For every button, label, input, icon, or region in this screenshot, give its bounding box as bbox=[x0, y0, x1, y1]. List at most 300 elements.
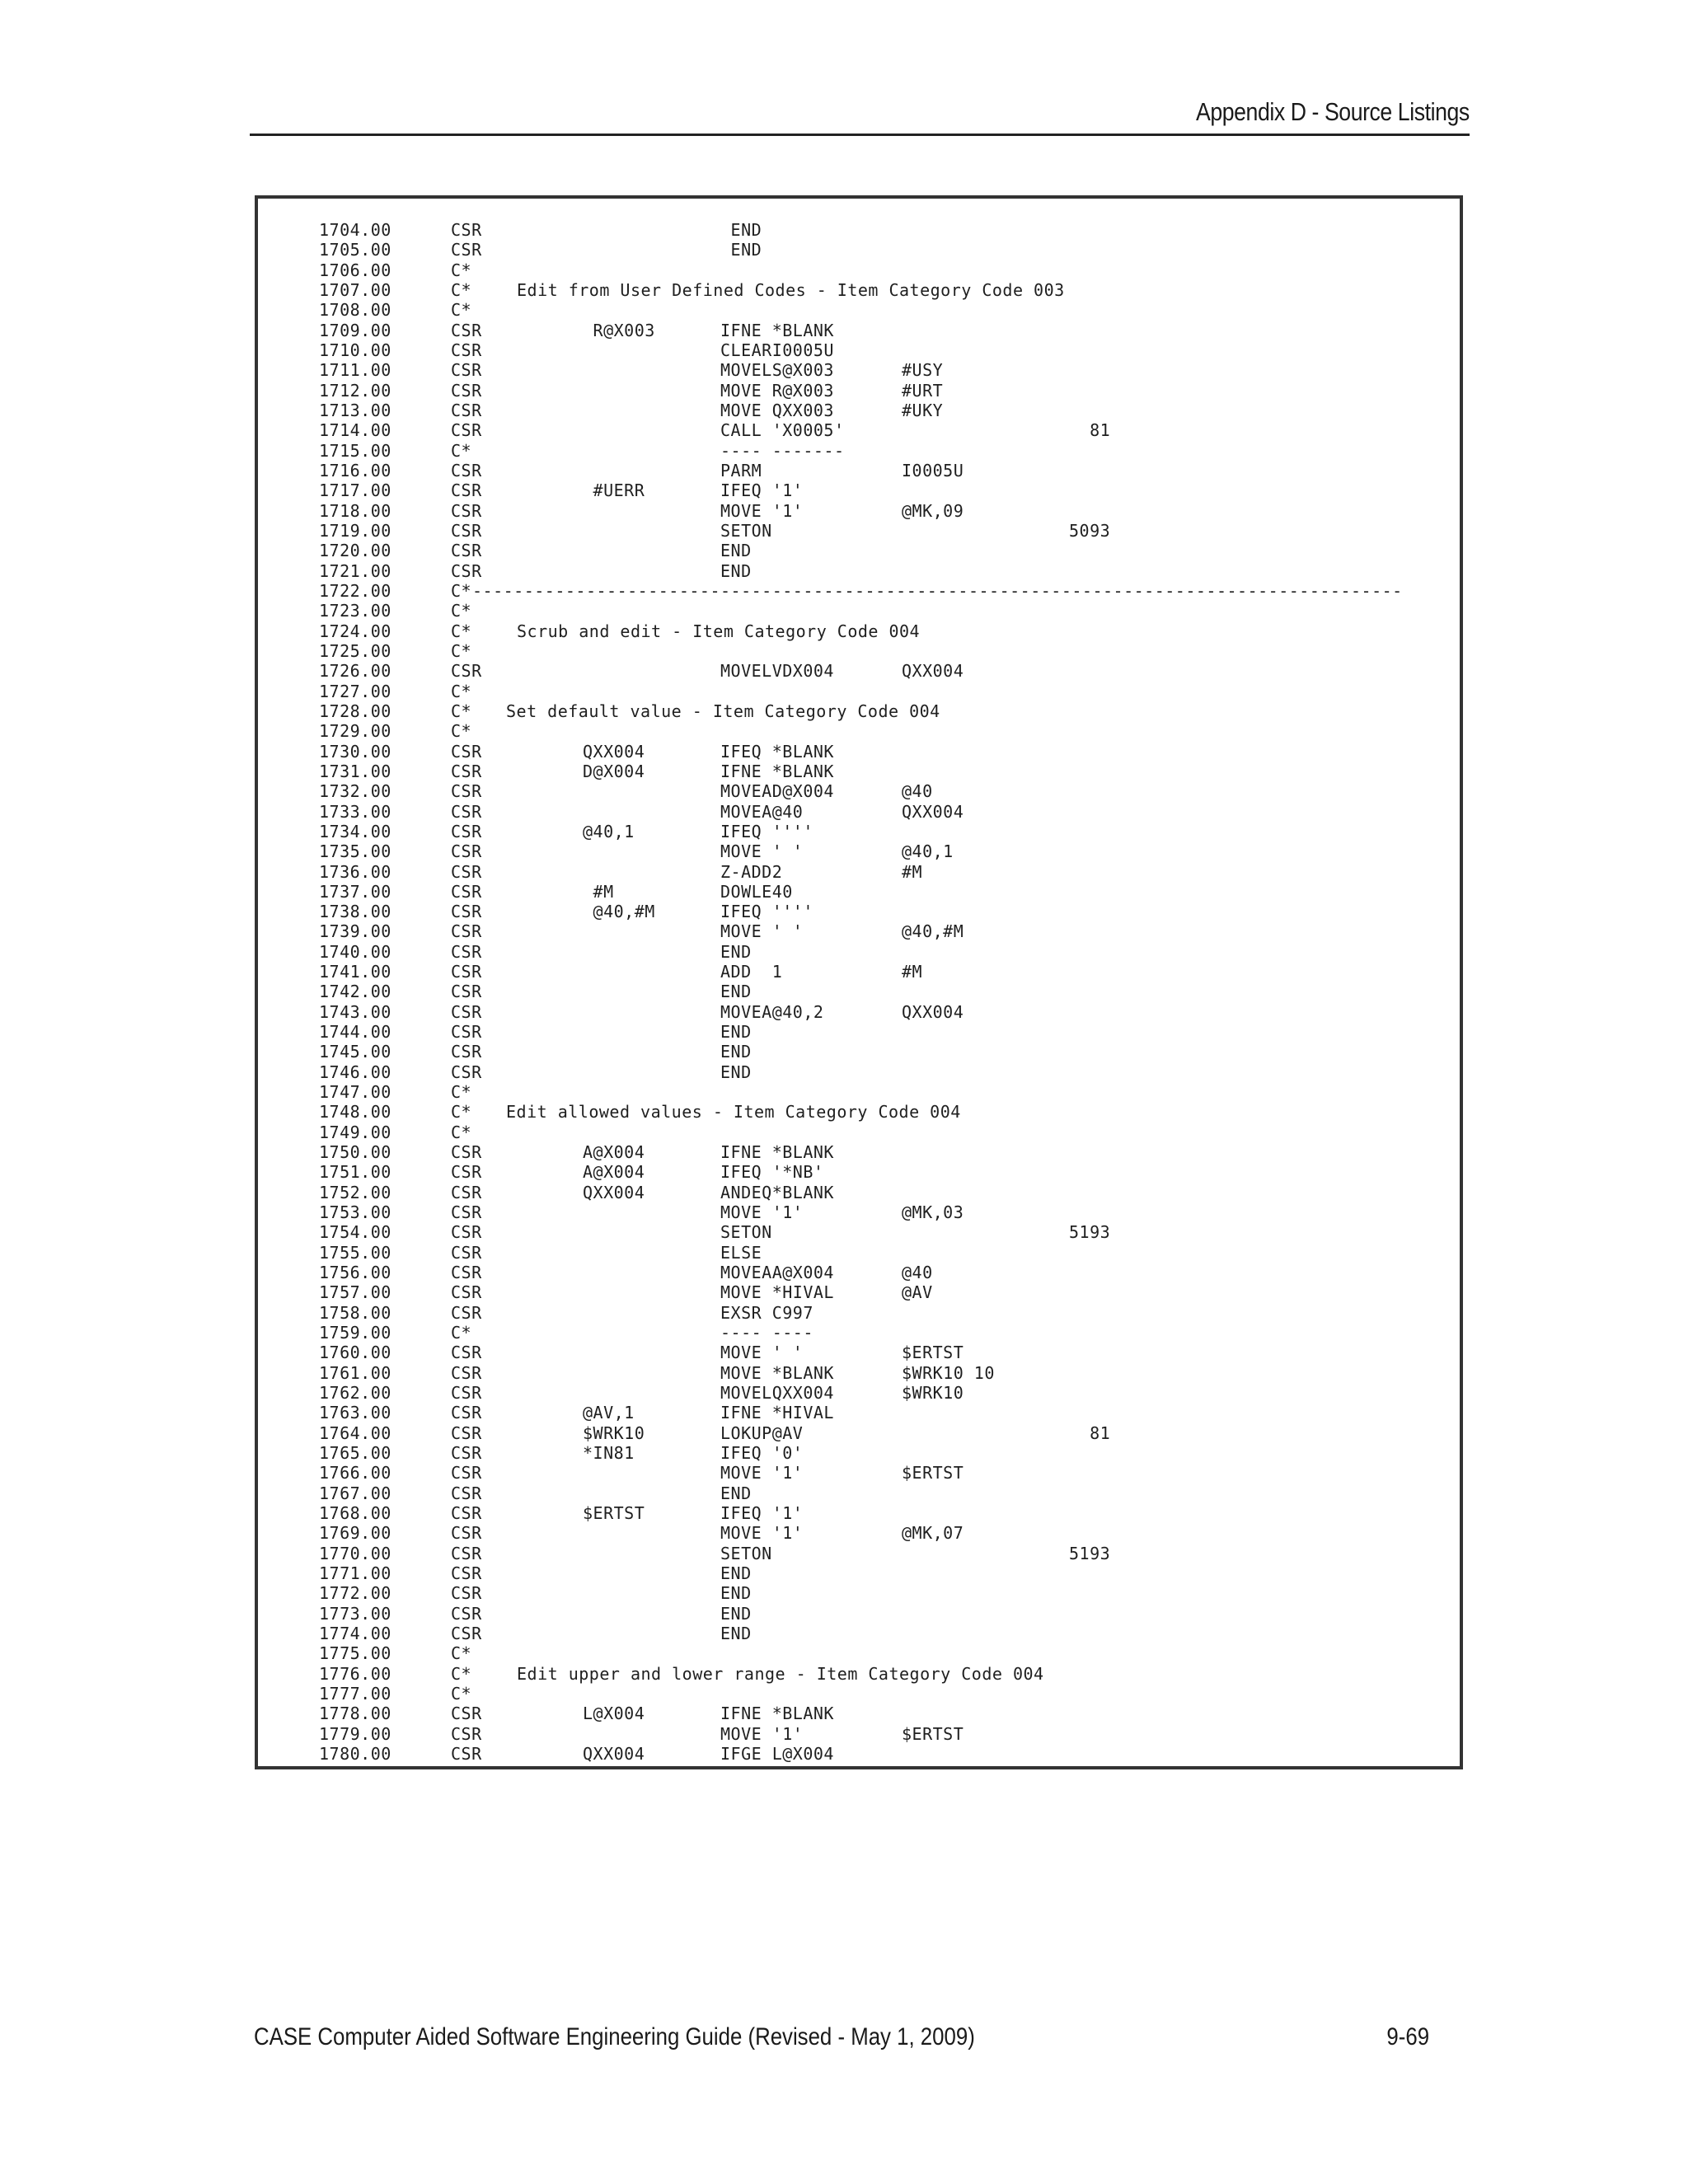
line-number: 1745.00 bbox=[319, 1042, 392, 1062]
operation: DOWLE40 bbox=[720, 881, 793, 902]
operation: MOVEAA@X004 bbox=[720, 1263, 834, 1283]
indicators: 81 bbox=[1069, 1422, 1111, 1443]
spec-type: CSR bbox=[451, 220, 482, 240]
line-number: 1733.00 bbox=[319, 801, 392, 822]
listing-line bbox=[319, 1303, 1448, 1323]
operation: END bbox=[720, 1583, 752, 1604]
operation: MOVE *BLANK bbox=[720, 1362, 834, 1383]
line-number: 1720.00 bbox=[319, 541, 392, 561]
listing-line bbox=[319, 420, 1448, 440]
line-number: 1751.00 bbox=[319, 1162, 392, 1183]
listing-line bbox=[319, 360, 1448, 380]
factor-1: L@X004 bbox=[583, 1704, 645, 1724]
listing-line bbox=[319, 321, 1448, 340]
operation: MOVE '1' bbox=[720, 1723, 804, 1744]
line-number: 1710.00 bbox=[319, 340, 392, 360]
line-number: 1717.00 bbox=[319, 480, 392, 501]
line-number: 1716.00 bbox=[319, 460, 392, 480]
line-number: 1718.00 bbox=[319, 500, 392, 521]
spec-type: CSR bbox=[451, 1583, 482, 1604]
spec-type: CSR bbox=[451, 560, 482, 581]
listing-line bbox=[319, 862, 1448, 882]
line-number: 1721.00 bbox=[319, 560, 392, 581]
page-footer bbox=[254, 2023, 1429, 2056]
spec-type: CSR bbox=[451, 781, 482, 802]
factor-2-result: @MK,09 bbox=[902, 500, 964, 521]
spec-type: CSR bbox=[451, 1302, 482, 1323]
operation: IFEQ *BLANK bbox=[720, 741, 834, 762]
spec-type: CSR bbox=[451, 320, 482, 340]
listing-line bbox=[319, 1142, 1448, 1162]
factor-2-result: $ERTST bbox=[902, 1343, 964, 1363]
listing-line bbox=[319, 1704, 1448, 1723]
spec-type: CSR bbox=[451, 1343, 482, 1363]
spec-type: C* bbox=[451, 279, 472, 300]
spec-type: CSR bbox=[451, 240, 482, 260]
line-number: 1708.00 bbox=[319, 300, 392, 321]
operation: MOVE *HIVAL bbox=[720, 1282, 834, 1303]
operation: CALL 'X0005' bbox=[720, 420, 845, 441]
listing-line bbox=[319, 480, 1448, 500]
line-number: 1737.00 bbox=[319, 881, 392, 902]
listing-line bbox=[319, 882, 1448, 902]
line-number: 1774.00 bbox=[319, 1623, 392, 1643]
spec-type: CSR bbox=[451, 360, 482, 381]
operation: MOVE R@X003 bbox=[720, 380, 834, 401]
spec-type: CSR bbox=[451, 340, 482, 360]
listing-line bbox=[319, 1604, 1448, 1624]
factor-2-result: QXX004 bbox=[902, 661, 964, 682]
spec-type: CSR bbox=[451, 1062, 482, 1082]
listing-line bbox=[319, 841, 1448, 861]
line-number: 1747.00 bbox=[319, 1082, 392, 1103]
line-number: 1772.00 bbox=[319, 1583, 392, 1604]
listing-line bbox=[319, 1624, 1448, 1643]
factor-2-result: #URT bbox=[902, 380, 944, 401]
spec-type: CSR bbox=[451, 1523, 482, 1544]
operation: Z-ADD2 bbox=[720, 861, 783, 882]
listing-line bbox=[319, 1443, 1448, 1463]
line-number: 1741.00 bbox=[319, 962, 392, 982]
listing-line bbox=[319, 1002, 1448, 1022]
line-number: 1740.00 bbox=[319, 941, 392, 962]
spec-type: CSR bbox=[451, 380, 482, 401]
operation: CLEARI0005U bbox=[720, 340, 834, 360]
factor-2-result: $WRK10 bbox=[902, 1383, 964, 1404]
line-number: 1769.00 bbox=[319, 1523, 392, 1544]
spec-type: CSR bbox=[451, 500, 482, 521]
spec-type: C* bbox=[451, 1122, 472, 1142]
spec-type: C* bbox=[451, 721, 472, 742]
operation: IFEQ '''' bbox=[720, 902, 814, 922]
factor-1: A@X004 bbox=[583, 1142, 645, 1163]
comment-text: Edit upper and lower range - Item Category Code 004 bbox=[517, 1663, 1044, 1684]
comment-text: Edit allowed values - Item Category Code 004 bbox=[506, 1102, 961, 1122]
line-number: 1730.00 bbox=[319, 741, 392, 762]
line-number: 1735.00 bbox=[319, 841, 392, 862]
source-listing bbox=[319, 220, 1448, 1764]
listing-line bbox=[319, 1483, 1448, 1503]
factor-2-result: #UKY bbox=[902, 400, 944, 420]
factor-2-result: @AV bbox=[902, 1282, 933, 1303]
indicators: 81 bbox=[1069, 420, 1111, 441]
listing-line bbox=[319, 1202, 1448, 1222]
operation: END bbox=[720, 1483, 752, 1503]
spec-type: CSR bbox=[451, 1563, 482, 1583]
comment-text: ------------------------------------------------------------------------------------------ bbox=[472, 580, 1403, 601]
spec-type: CSR bbox=[451, 1242, 482, 1263]
spec-type: CSR bbox=[451, 881, 482, 902]
line-number: 1715.00 bbox=[319, 440, 392, 461]
spec-type: CSR bbox=[451, 1443, 482, 1464]
operation: IFEQ '''' bbox=[720, 821, 814, 841]
indicators: 5193 bbox=[1069, 1222, 1111, 1243]
spec-type: CSR bbox=[451, 1422, 482, 1443]
spec-type: C* bbox=[451, 1102, 472, 1122]
spec-type: CSR bbox=[451, 921, 482, 942]
line-number: 1779.00 bbox=[319, 1723, 392, 1744]
listing-line bbox=[319, 1643, 1448, 1663]
line-number: 1757.00 bbox=[319, 1282, 392, 1303]
factor-2-result: @40 bbox=[902, 1263, 933, 1283]
spec-type: CSR bbox=[451, 1383, 482, 1404]
listing-line bbox=[319, 1684, 1448, 1704]
line-number: 1761.00 bbox=[319, 1362, 392, 1383]
spec-type: CSR bbox=[451, 1222, 482, 1243]
operation: END bbox=[720, 1042, 752, 1062]
line-number: 1738.00 bbox=[319, 902, 392, 922]
spec-type: CSR bbox=[451, 661, 482, 682]
line-number: 1711.00 bbox=[319, 360, 392, 381]
listing-line bbox=[319, 561, 1448, 581]
operation: END bbox=[720, 1623, 752, 1643]
listing-line bbox=[319, 1062, 1448, 1082]
operation: MOVE QXX003 bbox=[720, 400, 834, 420]
listing-line bbox=[319, 921, 1448, 941]
listing-line bbox=[319, 1423, 1448, 1443]
operation: END bbox=[720, 1603, 752, 1624]
factor-2-result: #M bbox=[902, 962, 923, 982]
line-number: 1777.00 bbox=[319, 1683, 392, 1704]
listing-line bbox=[319, 701, 1448, 721]
factor-2-result: #USY bbox=[902, 360, 944, 381]
factor-1: @40,#M bbox=[583, 902, 655, 922]
listing-line bbox=[319, 1282, 1448, 1302]
listing-line bbox=[319, 962, 1448, 982]
listing-line bbox=[319, 742, 1448, 762]
listing-line bbox=[319, 381, 1448, 401]
line-number: 1744.00 bbox=[319, 1022, 392, 1043]
factor-1: #M bbox=[583, 881, 614, 902]
operation: IFGE L@X004 bbox=[720, 1743, 834, 1764]
line-number: 1767.00 bbox=[319, 1483, 392, 1503]
line-number: 1754.00 bbox=[319, 1222, 392, 1243]
operation: END bbox=[720, 982, 752, 1002]
factor-1: #UERR bbox=[583, 480, 645, 501]
line-number: 1780.00 bbox=[319, 1743, 392, 1764]
comment-text: Scrub and edit - Item Category Code 004 bbox=[517, 621, 921, 641]
listing-line bbox=[319, 1744, 1448, 1764]
comment-text: Set default value - Item Category Code 004 bbox=[506, 701, 940, 721]
line-number: 1746.00 bbox=[319, 1062, 392, 1082]
spec-type: CSR bbox=[451, 962, 482, 982]
line-number: 1722.00 bbox=[319, 580, 392, 601]
factor-1: D@X004 bbox=[583, 761, 645, 781]
page-number: 9-69 bbox=[1386, 2023, 1429, 2050]
comment-text: Edit from User Defined Codes - Item Category Code 003 bbox=[517, 279, 1065, 300]
listing-line bbox=[319, 521, 1448, 541]
line-number: 1778.00 bbox=[319, 1704, 392, 1724]
listing-line bbox=[319, 461, 1448, 480]
line-number: 1749.00 bbox=[319, 1122, 392, 1142]
factor-2-result: QXX004 bbox=[902, 801, 964, 822]
line-number: 1724.00 bbox=[319, 621, 392, 641]
listing-line bbox=[319, 1363, 1448, 1383]
listing-line bbox=[319, 1243, 1448, 1263]
spec-type: CSR bbox=[451, 1723, 482, 1744]
line-number: 1719.00 bbox=[319, 520, 392, 541]
line-number: 1765.00 bbox=[319, 1443, 392, 1464]
operation: ---- ---- bbox=[720, 1323, 814, 1343]
line-number: 1775.00 bbox=[319, 1643, 392, 1664]
line-number: 1742.00 bbox=[319, 982, 392, 1002]
spec-type: CSR bbox=[451, 400, 482, 420]
source-listing-box bbox=[255, 195, 1463, 1769]
spec-type: CSR bbox=[451, 1704, 482, 1724]
line-number: 1753.00 bbox=[319, 1202, 392, 1223]
spec-type: CSR bbox=[451, 1263, 482, 1283]
factor-2-result: @MK,07 bbox=[902, 1523, 964, 1544]
operation: MOVE ' ' bbox=[720, 1343, 804, 1363]
listing-line bbox=[319, 501, 1448, 521]
line-number: 1756.00 bbox=[319, 1263, 392, 1283]
operation: MOVELQXX004 bbox=[720, 1383, 834, 1404]
line-number: 1712.00 bbox=[319, 380, 392, 401]
listing-line bbox=[319, 942, 1448, 962]
operation: MOVE ' ' bbox=[720, 921, 804, 942]
factor-1: @AV,1 bbox=[583, 1403, 635, 1423]
spec-type: CSR bbox=[451, 902, 482, 922]
factor-1: $WRK10 bbox=[583, 1422, 645, 1443]
line-number: 1764.00 bbox=[319, 1422, 392, 1443]
line-number: 1750.00 bbox=[319, 1142, 392, 1163]
listing-line bbox=[319, 1724, 1448, 1744]
listing-line bbox=[319, 621, 1448, 641]
listing-line bbox=[319, 762, 1448, 781]
listing-line bbox=[319, 441, 1448, 461]
spec-type: C* bbox=[451, 1683, 472, 1704]
operation: IFNE *BLANK bbox=[720, 320, 834, 340]
operation: IFNE *BLANK bbox=[720, 1704, 834, 1724]
spec-type: CSR bbox=[451, 1483, 482, 1503]
spec-type: C* bbox=[451, 440, 472, 461]
line-number: 1726.00 bbox=[319, 661, 392, 682]
listing-line bbox=[319, 1463, 1448, 1483]
spec-type: CSR bbox=[451, 1603, 482, 1624]
line-number: 1752.00 bbox=[319, 1182, 392, 1202]
spec-type: C* bbox=[451, 1323, 472, 1343]
listing-line bbox=[319, 1183, 1448, 1202]
factor-2-result: @40,#M bbox=[902, 921, 964, 942]
spec-type: CSR bbox=[451, 1042, 482, 1062]
operation: ADD 1 bbox=[720, 962, 783, 982]
line-number: 1776.00 bbox=[319, 1663, 392, 1684]
spec-type: CSR bbox=[451, 1743, 482, 1764]
indicators: 5093 bbox=[1069, 520, 1111, 541]
spec-type: C* bbox=[451, 701, 472, 721]
line-number: 1704.00 bbox=[319, 220, 392, 240]
line-number: 1723.00 bbox=[319, 601, 392, 621]
spec-type: CSR bbox=[451, 1282, 482, 1303]
factor-2-result: QXX004 bbox=[902, 1001, 964, 1022]
operation: END bbox=[720, 541, 752, 561]
listing-line bbox=[319, 1323, 1448, 1343]
spec-type: CSR bbox=[451, 821, 482, 841]
operation: END bbox=[720, 1563, 752, 1583]
listing-line bbox=[319, 641, 1448, 661]
line-number: 1709.00 bbox=[319, 320, 392, 340]
listing-line bbox=[319, 260, 1448, 280]
listing-line bbox=[319, 280, 1448, 300]
line-number: 1725.00 bbox=[319, 640, 392, 661]
listing-line bbox=[319, 1122, 1448, 1142]
spec-type: CSR bbox=[451, 1142, 482, 1163]
factor-1: @40,1 bbox=[583, 821, 635, 841]
listing-line bbox=[319, 1523, 1448, 1543]
line-number: 1760.00 bbox=[319, 1343, 392, 1363]
line-number: 1714.00 bbox=[319, 420, 392, 441]
spec-type: C* bbox=[451, 300, 472, 321]
spec-type: CSR bbox=[451, 1362, 482, 1383]
footer-document-title: CASE Computer Aided Software Engineering Guide (Revised - May 1, 2009) bbox=[254, 2023, 975, 2050]
operation: SETON bbox=[720, 1543, 772, 1563]
operation: IFEQ '1' bbox=[720, 480, 804, 501]
operation: SETON bbox=[720, 520, 772, 541]
line-number: 1758.00 bbox=[319, 1302, 392, 1323]
operation: END bbox=[720, 1062, 752, 1082]
line-number: 1755.00 bbox=[319, 1242, 392, 1263]
spec-type: CSR bbox=[451, 1022, 482, 1043]
operation: END bbox=[720, 220, 762, 240]
operation: END bbox=[720, 1022, 752, 1043]
listing-line bbox=[319, 541, 1448, 560]
line-number: 1705.00 bbox=[319, 240, 392, 260]
indicators: 5193 bbox=[1069, 1543, 1111, 1563]
factor-2-result: #M bbox=[902, 861, 923, 882]
listing-line bbox=[319, 1403, 1448, 1422]
spec-type: CSR bbox=[451, 761, 482, 781]
listing-line bbox=[319, 1222, 1448, 1242]
line-number: 1731.00 bbox=[319, 761, 392, 781]
listing-line bbox=[319, 721, 1448, 741]
operation: END bbox=[720, 941, 752, 962]
listing-line bbox=[319, 902, 1448, 921]
spec-type: CSR bbox=[451, 941, 482, 962]
listing-line bbox=[319, 1583, 1448, 1603]
operation: MOVE '1' bbox=[720, 1523, 804, 1544]
line-number: 1736.00 bbox=[319, 861, 392, 882]
line-number: 1732.00 bbox=[319, 781, 392, 802]
factor-2-result: @40 bbox=[902, 781, 933, 802]
listing-line bbox=[319, 1162, 1448, 1182]
listing-line bbox=[319, 401, 1448, 420]
operation: MOVE ' ' bbox=[720, 841, 804, 862]
spec-type: CSR bbox=[451, 1503, 482, 1523]
line-number: 1729.00 bbox=[319, 721, 392, 742]
operation: PARM bbox=[720, 460, 762, 480]
line-number: 1743.00 bbox=[319, 1001, 392, 1022]
factor-1: *IN81 bbox=[583, 1443, 635, 1464]
operation: IFNE *BLANK bbox=[720, 1142, 834, 1163]
listing-line bbox=[319, 601, 1448, 621]
factor-2-result: $ERTST bbox=[902, 1463, 964, 1483]
factor-1: QXX004 bbox=[583, 741, 645, 762]
listing-line bbox=[319, 1664, 1448, 1684]
factor-2-result: @MK,03 bbox=[902, 1202, 964, 1223]
listing-line bbox=[319, 1102, 1448, 1122]
operation: IFEQ '0' bbox=[720, 1443, 804, 1464]
listing-line bbox=[319, 340, 1448, 360]
line-number: 1748.00 bbox=[319, 1102, 392, 1122]
factor-2-result: I0005U bbox=[902, 460, 964, 480]
spec-type: CSR bbox=[451, 1463, 482, 1483]
spec-type: CSR bbox=[451, 1403, 482, 1423]
line-number: 1770.00 bbox=[319, 1543, 392, 1563]
spec-type: CSR bbox=[451, 801, 482, 822]
line-number: 1762.00 bbox=[319, 1383, 392, 1404]
operation: ---- ------- bbox=[720, 440, 845, 461]
factor-1: A@X004 bbox=[583, 1162, 645, 1183]
operation: IFEQ '*NB' bbox=[720, 1162, 824, 1183]
listing-line bbox=[319, 802, 1448, 822]
listing-line bbox=[319, 781, 1448, 801]
operation: LOKUP@AV bbox=[720, 1422, 804, 1443]
listing-line bbox=[319, 1022, 1448, 1042]
line-number: 1739.00 bbox=[319, 921, 392, 942]
operation: IFNE *HIVAL bbox=[720, 1403, 834, 1423]
spec-type: C* bbox=[451, 1082, 472, 1103]
line-number: 1734.00 bbox=[319, 821, 392, 841]
factor-2-result: $ERTST bbox=[902, 1723, 964, 1744]
line-number: 1728.00 bbox=[319, 701, 392, 721]
header-title: Appendix D - Source Listings bbox=[1196, 97, 1470, 126]
spec-type: C* bbox=[451, 260, 472, 280]
listing-line bbox=[319, 982, 1448, 1001]
operation: MOVEA@40 bbox=[720, 801, 804, 822]
operation: MOVE '1' bbox=[720, 500, 804, 521]
spec-type: C* bbox=[451, 640, 472, 661]
operation: EXSR C997 bbox=[720, 1302, 814, 1323]
factor-2-result: $WRK10 10 bbox=[902, 1362, 995, 1383]
factor-2-result: @40,1 bbox=[902, 841, 954, 862]
operation: ELSE bbox=[720, 1242, 762, 1263]
line-number: 1727.00 bbox=[319, 681, 392, 701]
line-number: 1713.00 bbox=[319, 400, 392, 420]
operation: IFEQ '1' bbox=[720, 1503, 804, 1523]
spec-type: C* bbox=[451, 601, 472, 621]
spec-type: CSR bbox=[451, 1001, 482, 1022]
factor-1: $ERTST bbox=[583, 1503, 645, 1523]
listing-line bbox=[319, 661, 1448, 681]
spec-type: CSR bbox=[451, 1623, 482, 1643]
line-number: 1766.00 bbox=[319, 1463, 392, 1483]
line-number: 1763.00 bbox=[319, 1403, 392, 1423]
factor-1: QXX004 bbox=[583, 1743, 645, 1764]
line-number: 1707.00 bbox=[319, 279, 392, 300]
operation: MOVE '1' bbox=[720, 1202, 804, 1223]
operation: ANDEQ*BLANK bbox=[720, 1182, 834, 1202]
spec-type: CSR bbox=[451, 1543, 482, 1563]
